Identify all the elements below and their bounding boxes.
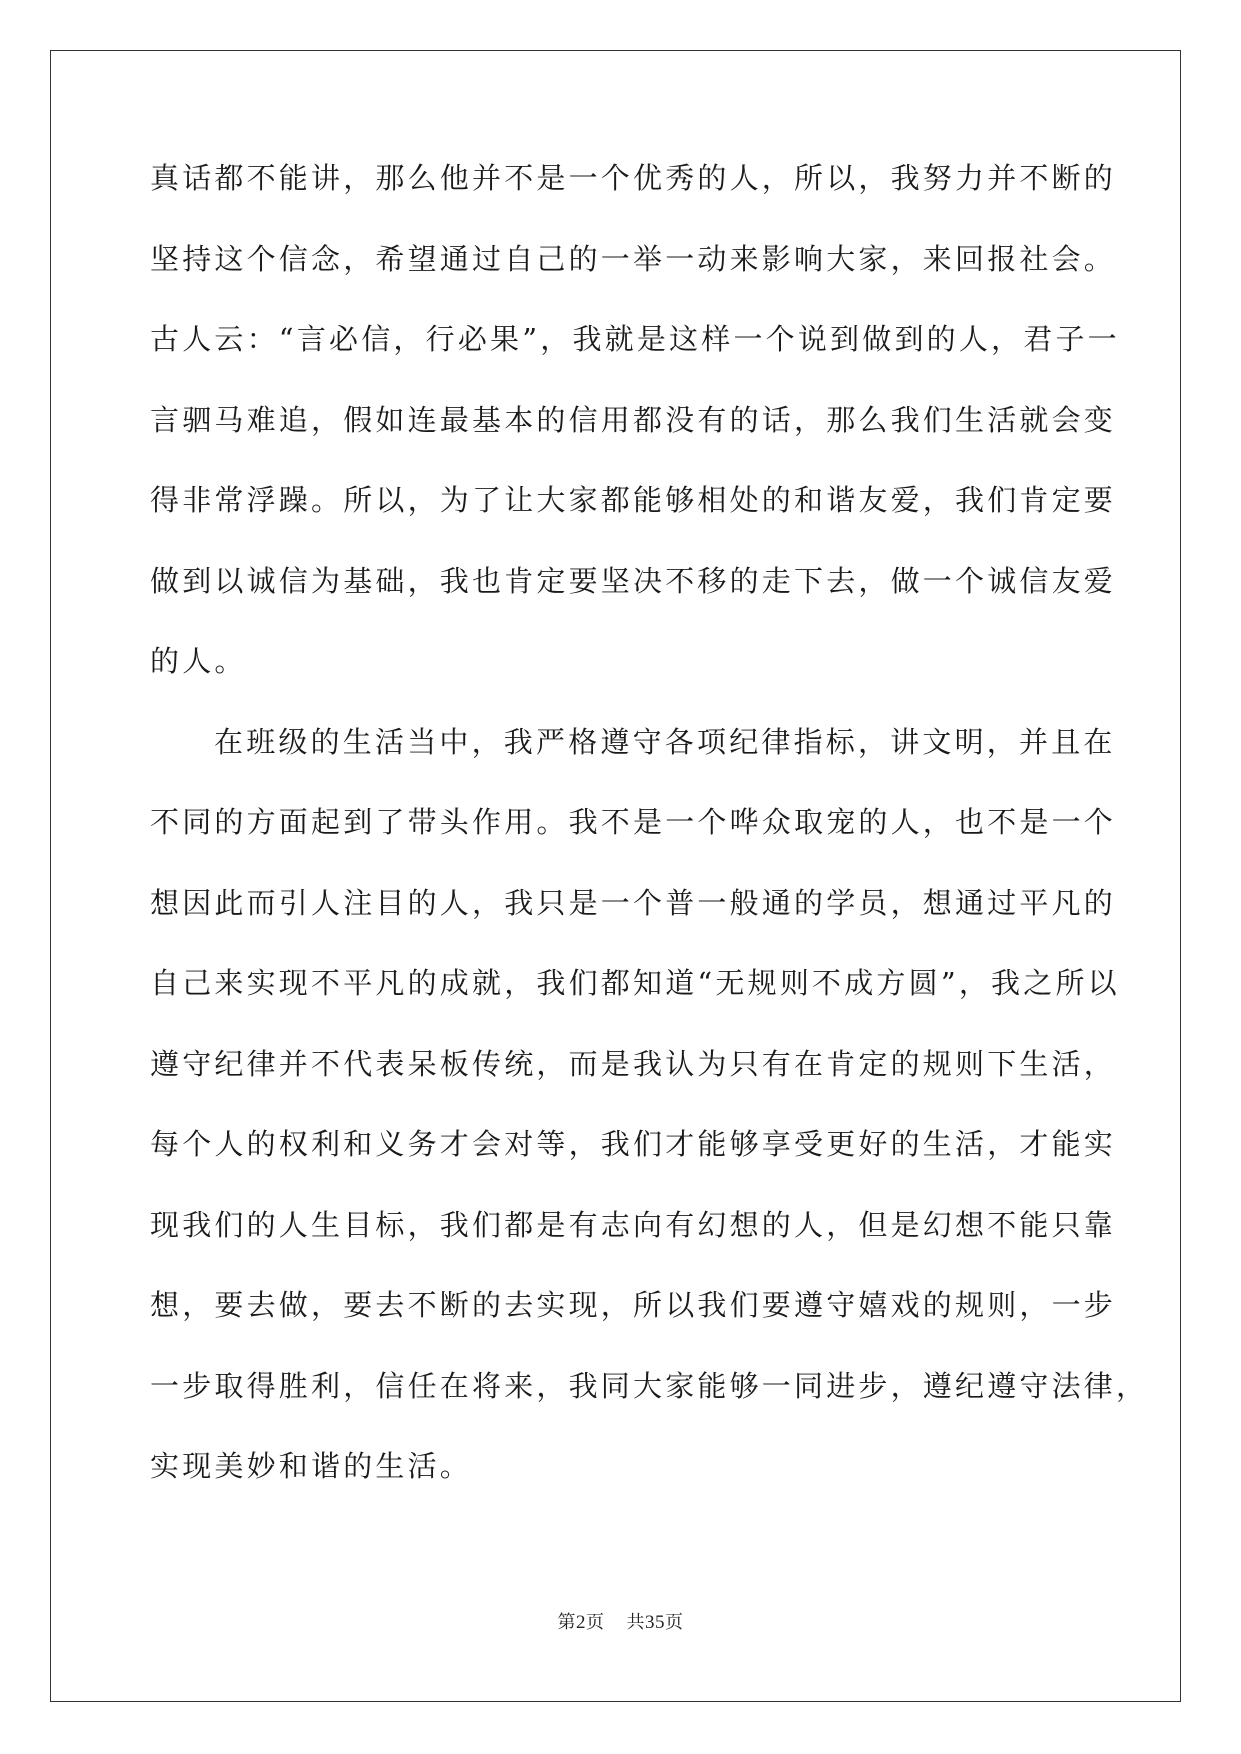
paragraph-start-line: 在班级的生活当中，我严格遵守各项纪律指标，讲文明，并且在: [214, 724, 1116, 759]
text-line: 一步取得胜利，信任在将来，我同大家能够一同进步，遵纪遵守法律，: [150, 1368, 1149, 1403]
text-line: 言驷马难追，假如连最基本的信用都没有的话，那么我们生活就会变: [150, 402, 1117, 437]
text-line: 古人云：“言必信，行必果”，我就是这样一个说到做到的人，君子一: [150, 322, 1120, 356]
text-line: 不同的方面起到了带头作用。我不是一个哗众取宠的人，也不是一个: [150, 805, 1117, 839]
text-line: 想因此而引人注目的人，我只是一个普一般通的学员，想通过平凡的: [150, 885, 1117, 920]
total-pages: 35: [645, 1612, 665, 1633]
text-line: 的人。: [150, 644, 247, 678]
text-line: 坚持这个信念，希望通过自己的一举一动来影响大家，来回报社会。: [150, 241, 1117, 276]
text-line: 想，要去做，要去不断的去实现，所以我们要遵守嬉戏的规则，一步: [150, 1288, 1117, 1322]
text-line: 现我们的人生目标，我们都是有志向有幻想的人，但是幻想不能只靠: [150, 1207, 1117, 1242]
text-line: 自己来实现不平凡的成就，我们都知道“无规则不成方圆”，我之所以: [150, 966, 1120, 1000]
text-line: 实现美妙和谐的生活。: [150, 1449, 473, 1483]
page-footer: [0, 1608, 1241, 1634]
text-line: 真话都不能讲，那么他并不是一个优秀的人，所以，我努力并不断的: [150, 161, 1117, 195]
text-line: 做到以诚信为基础，我也肯定要坚决不移的走下去，做一个诚信友爱: [150, 563, 1117, 598]
text-line: 得非常浮躁。所以，为了让大家都能够相处的和谐友爱，我们肯定要: [150, 483, 1117, 517]
document-body: [150, 160, 1149, 1529]
total-label-suffix: 页: [665, 1612, 684, 1633]
page-label-suffix: 页: [586, 1612, 605, 1633]
page-number: 2: [576, 1612, 586, 1633]
total-label-prefix: 共: [626, 1612, 645, 1633]
text-line: 每个人的权利和义务才会对等，我们才能够享受更好的生活，才能实: [150, 1127, 1117, 1161]
page-label-prefix: 第: [557, 1612, 576, 1633]
text-line: 遵守纪律并不代表呆板传统，而是我认为只有在肯定的规则下生活，: [150, 1046, 1117, 1081]
